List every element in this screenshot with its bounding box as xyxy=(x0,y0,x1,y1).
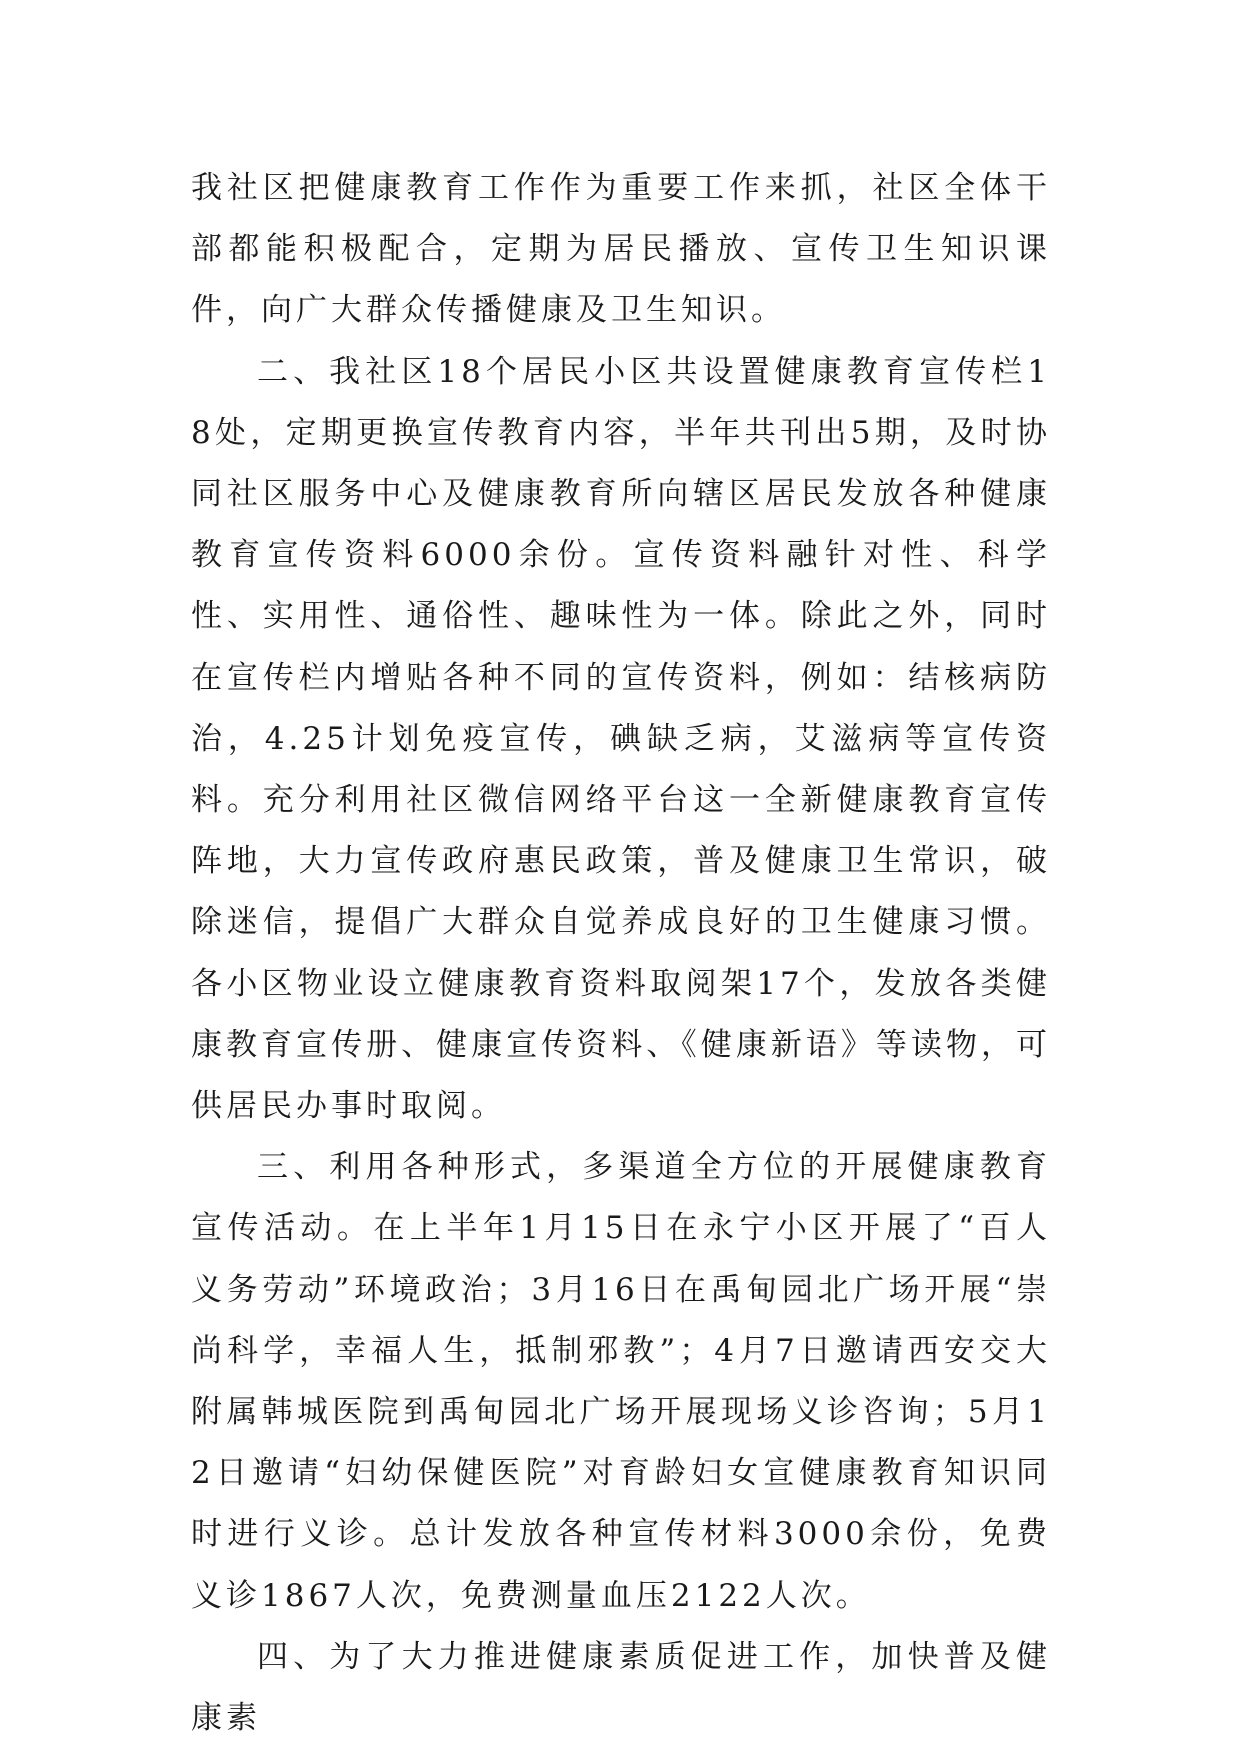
paragraph-2: 二、我社区18个居民小区共设置健康教育宣传栏18处，定期更换宣传教育内容，半年共刊出5期，及时协同社区服务中心及健康教育所向辖区居民发放各种健康教育宣传资料6000余份。宣传资料融针对性、科学性、实用性、通俗性、趣味性为一体。除此之外，同时在宣传栏内增贴各种不同的宣传资料，例如：结核病防治，4.25计划免疫宣传，碘缺乏病，艾滋病等宣传资料。充分利用社区微信网络平台这一全新健康教育宣传阵地，大力宣传政府惠民政策，普及健康卫生常识，破除迷信，提倡广大群众自觉养成良好的卫生健康习惯。各小区物业设立健康教育资料取阅架17个，发放各类健康教育宣传册、健康宣传资料、《健康新语》等读物，可供居民办事时取阅。 xyxy=(191,353,1051,1125)
paragraph-3: 三、利用各种形式，多渠道全方位的开展健康教育宣传活动。在上半年1月15日在永宁小区开展了“百人义务劳动”环境政治；3月16日在禹甸园北广场开展“崇尚科学，幸福人生，抵制邪教”；4月7日邀请西安交大附属韩城医院到禹甸园北广场开展现场义诊咨询；5月12日邀请“妇幼保健医院”对育龄妇女宣健康教育知识同时进行义诊。总计发放各种宣传材料3000余份，免费义诊1867人次，免费测量血压2122人次。 xyxy=(191,1149,1051,1614)
document-body xyxy=(191,158,1051,1749)
paragraph-4: 四、为了大力推进健康素质促进工作，加快普及健康素 xyxy=(191,1638,1051,1737)
paragraph-1: 我社区把健康教育工作作为重要工作来抓，社区全体干部都能积极配合，定期为居民播放、宣传卫生知识课件，向广大群众传播健康及卫生知识。 xyxy=(191,170,1051,329)
